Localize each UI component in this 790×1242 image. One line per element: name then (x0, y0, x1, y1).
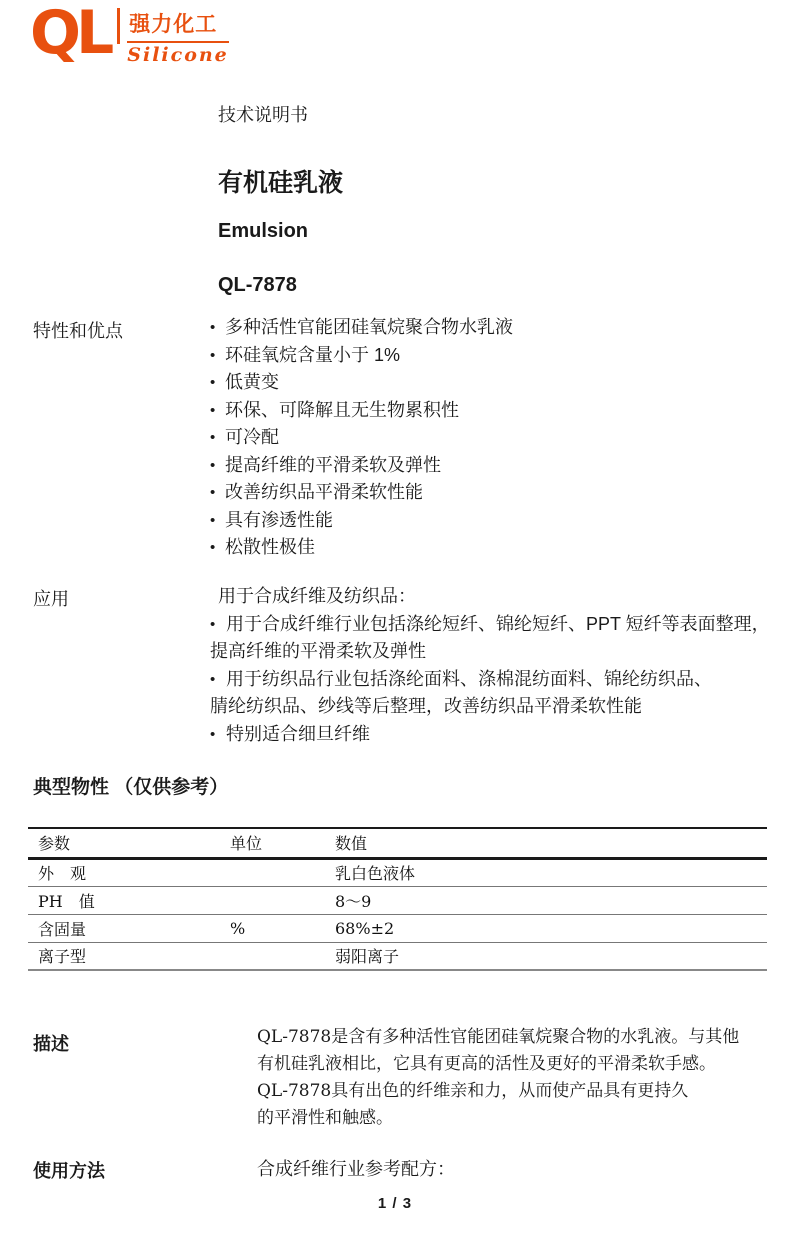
bullet-icon: • (210, 374, 216, 391)
cell-param: 外 观 (38, 864, 87, 883)
col-header-param: 参数 (38, 834, 71, 854)
company-name-cn: 强力化工 (127, 8, 229, 43)
application-line (210, 693, 770, 721)
logo-divider (117, 8, 120, 44)
bullet-icon: • (210, 511, 216, 529)
cell-unit (230, 886, 335, 914)
features-label: 特性和优点 (33, 321, 123, 341)
description-block (257, 1024, 739, 1132)
application-intro: 用于合成纤维及纺织品： (218, 586, 416, 606)
application-text: 提高纤维的平滑柔软及弹性 (210, 641, 426, 661)
application-block (210, 583, 770, 748)
feature-item (210, 534, 513, 562)
bullet-icon: • (210, 346, 216, 364)
application-text: 腈纶纺织品、纱线等后整理，改善纺织品平滑柔软性能 (210, 696, 642, 716)
application-line (210, 638, 770, 666)
feature-item (210, 314, 513, 342)
feature-item (210, 342, 513, 370)
feature-text: 环保、可降解且无生物累积性 (225, 399, 459, 420)
bullet-icon: • (210, 725, 216, 743)
feature-text: 可冷配 (225, 427, 279, 447)
table-row (28, 914, 767, 942)
logo-monogram: QL (30, 0, 110, 68)
table-row (28, 886, 767, 914)
bullet-icon: • (210, 539, 216, 556)
application-text: 用于合成纤维行业包括涤纶短纤、锦纶短纤、PPT 短纤等表面整理， (226, 613, 770, 634)
application-line (210, 666, 770, 694)
product-title-en: Emulsion (218, 220, 309, 242)
application-line (210, 611, 770, 639)
feature-item (210, 397, 513, 425)
usage-label: 使用方法 (33, 1161, 105, 1181)
usage-text: 合成纤维行业参考配方： (257, 1159, 455, 1180)
application-line (210, 721, 770, 749)
application-label: 应用 (33, 589, 69, 609)
doc-type-label: 技术说明书 (218, 105, 308, 125)
product-title-cn: 有机硅乳液 (218, 169, 344, 197)
page-number: 1 / 3 (377, 1195, 413, 1212)
description-line: QL-7878具有出色的纤维亲和力，从而使产品具有更持久 (257, 1081, 689, 1101)
product-code: QL-7878 (218, 274, 297, 296)
table-row (28, 942, 767, 970)
properties-heading: 典型物性 （仅供参考） (33, 777, 229, 798)
feature-text: 松散性极佳 (225, 537, 315, 557)
feature-text: 提高纤维的平滑柔软及弹性 (225, 454, 441, 475)
cell-value: 弱阳离子 (335, 947, 400, 967)
bullet-icon: • (210, 401, 216, 419)
bullet-icon: • (210, 615, 216, 633)
feature-text: 改善纺织品平滑柔软性能 (225, 482, 423, 502)
cell-param: 离子型 (38, 947, 87, 967)
col-header-unit: 单位 (230, 834, 263, 854)
cell-value: 乳白色液体 (335, 864, 416, 883)
bullet-icon: • (210, 670, 216, 688)
feature-text: 具有渗透性能 (225, 509, 333, 530)
table-header-row (28, 828, 767, 858)
table-row (28, 858, 767, 886)
col-header-value: 数值 (335, 834, 368, 854)
features-list (210, 314, 513, 562)
cell-param: PH 值 (38, 891, 95, 911)
feature-text: 低黄变 (225, 372, 279, 392)
feature-item (210, 369, 513, 397)
description-line: 的平滑性和触感。 (257, 1108, 393, 1128)
logo-names (127, 2, 229, 66)
feature-item (210, 507, 513, 535)
application-text: 用于纺织品行业包括涤纶面料、涤棉混纺面料、锦纶纺织品、 (226, 668, 712, 689)
description-label: 描述 (33, 1034, 69, 1054)
bullet-icon: • (210, 429, 216, 446)
cell-value: 8～9 (335, 891, 372, 911)
feature-item (210, 479, 513, 507)
feature-text: 多种活性官能团硅氧烷聚合物水乳液 (225, 317, 513, 337)
feature-item (210, 424, 513, 452)
description-line: QL-7878是含有多种活性官能团硅氧烷聚合物的水乳液。与其他 (257, 1027, 740, 1047)
application-text: 特别适合细旦纤维 (226, 723, 370, 744)
cell-param: 含固量 (38, 919, 87, 939)
cell-unit (230, 942, 335, 970)
feature-text: 环硅氧烷含量小于 1% (225, 344, 401, 365)
feature-item (210, 452, 513, 480)
description-line: 有机硅乳液相比，它具有更高的活性及更好的平滑柔软手感。 (257, 1054, 716, 1074)
cell-unit: % (230, 918, 246, 938)
cell-value: 68%±2 (335, 918, 395, 938)
company-logo (30, 2, 229, 66)
company-name-en: Silicone (127, 44, 229, 66)
bullet-icon: • (210, 456, 216, 474)
properties-table (28, 827, 767, 971)
cell-unit (230, 858, 335, 886)
bullet-icon: • (210, 319, 216, 336)
bullet-icon: • (210, 484, 216, 501)
